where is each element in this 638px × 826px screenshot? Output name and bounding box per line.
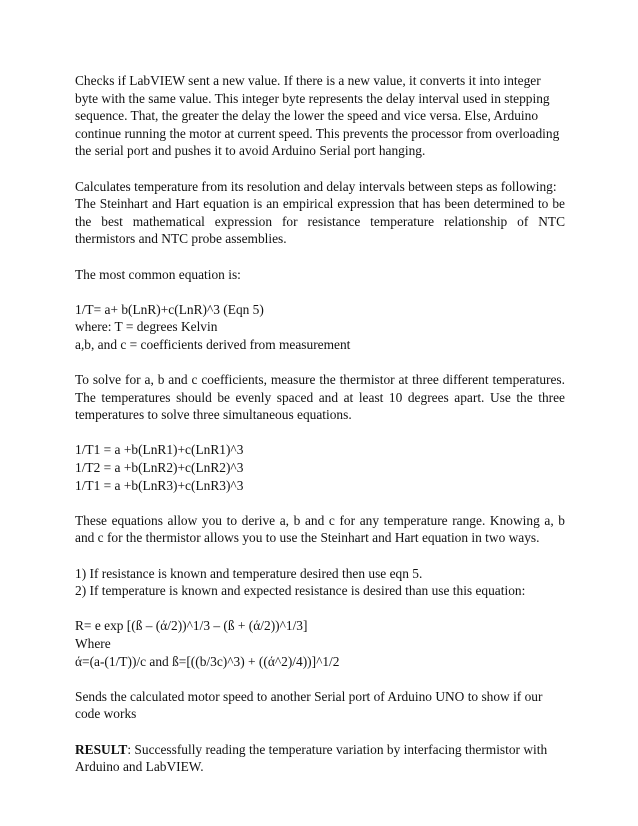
- result-label: RESULT: [75, 741, 128, 757]
- equation-5-block: [75, 301, 565, 354]
- equation-5-coefficients: a,b, and c = coefficients derived from measurement: [75, 336, 351, 352]
- simultaneous-equations: [75, 441, 565, 494]
- temperature-calc-intro: Calculates temperature from its resolution and delay intervals between steps as following:: [75, 178, 557, 194]
- usage-way-2: 2) If temperature is known and expected resistance is desired than use this equation:: [75, 583, 526, 599]
- result-paragraph: [75, 741, 565, 776]
- paragraph-send-motor-speed: Sends the calculated motor speed to another Serial port of Arduino UNO to show if our code works: [75, 688, 543, 722]
- resistance-equation-where: Where: [75, 636, 111, 651]
- equation-t1: 1/T1 = a +b(LnR1)+c(LnR1)^3: [75, 442, 244, 458]
- equation-t3: 1/T1 = a +b(LnR3)+c(LnR3)^3: [75, 477, 244, 493]
- paragraph-temperature-calc: [75, 178, 565, 248]
- steinhart-hart-description: The Steinhart and Hart equation is an empirical expression that has been determined to be the best mathematical expression for resistance temperature relationship of NTC thermistors and NTC probe assemblies.: [75, 196, 565, 247]
- equation-5-where: where: T = degrees Kelvin: [75, 319, 218, 335]
- equation-t2: 1/T2 = a +b(LnR2)+c(LnR2)^3: [75, 460, 244, 476]
- usage-ways-list: [75, 565, 565, 600]
- document-page: [75, 72, 565, 793]
- paragraph-common-equation: The most common equation is:: [75, 266, 241, 282]
- resistance-equation-definitions: ά=(a-(1/T))/c and ß=[((b/3c)^3) + ((ά^2)/4))]^1/2: [75, 653, 340, 669]
- resistance-equation-block: [75, 617, 565, 670]
- paragraph-solve-coefficients: To solve for a, b and c coefficients, measure the thermistor at three different temperatures. The temperatures should be evenly spaced and at least 10 degrees apart. Use the three temperatures to solve three simultaneous equations.: [75, 372, 565, 423]
- result-text: : Successfully reading the temperature variation by interfacing thermistor with Arduino and LabVIEW.: [75, 741, 548, 775]
- equation-5: 1/T= a+ b(LnR)+c(LnR)^3 (Eqn 5): [75, 301, 264, 317]
- resistance-equation: R= e exp [(ß – (ά/2))^1/3 – (ß + (ά/2))^1/3]: [75, 618, 308, 634]
- usage-way-1: 1) If resistance is known and temperature desired then use eqn 5.: [75, 565, 423, 581]
- paragraph-labview-check: Checks if LabVIEW sent a new value. If there is a new value, it converts it into integer byte with the same value. This integer byte represents the delay interval used in stepping sequence. That, the greater the delay the lower the speed and vice versa. Else, Arduino continue running the motor at current speed. This prevents the processor from overloading the serial port and pushes it to avoid Arduino Serial port hanging.: [75, 73, 560, 159]
- paragraph-derive-coefficients: These equations allow you to derive a, b and c for any temperature range. Knowing a, b and c for the thermistor allows you to use the Steinhart and Hart equation in two ways.: [75, 512, 565, 546]
